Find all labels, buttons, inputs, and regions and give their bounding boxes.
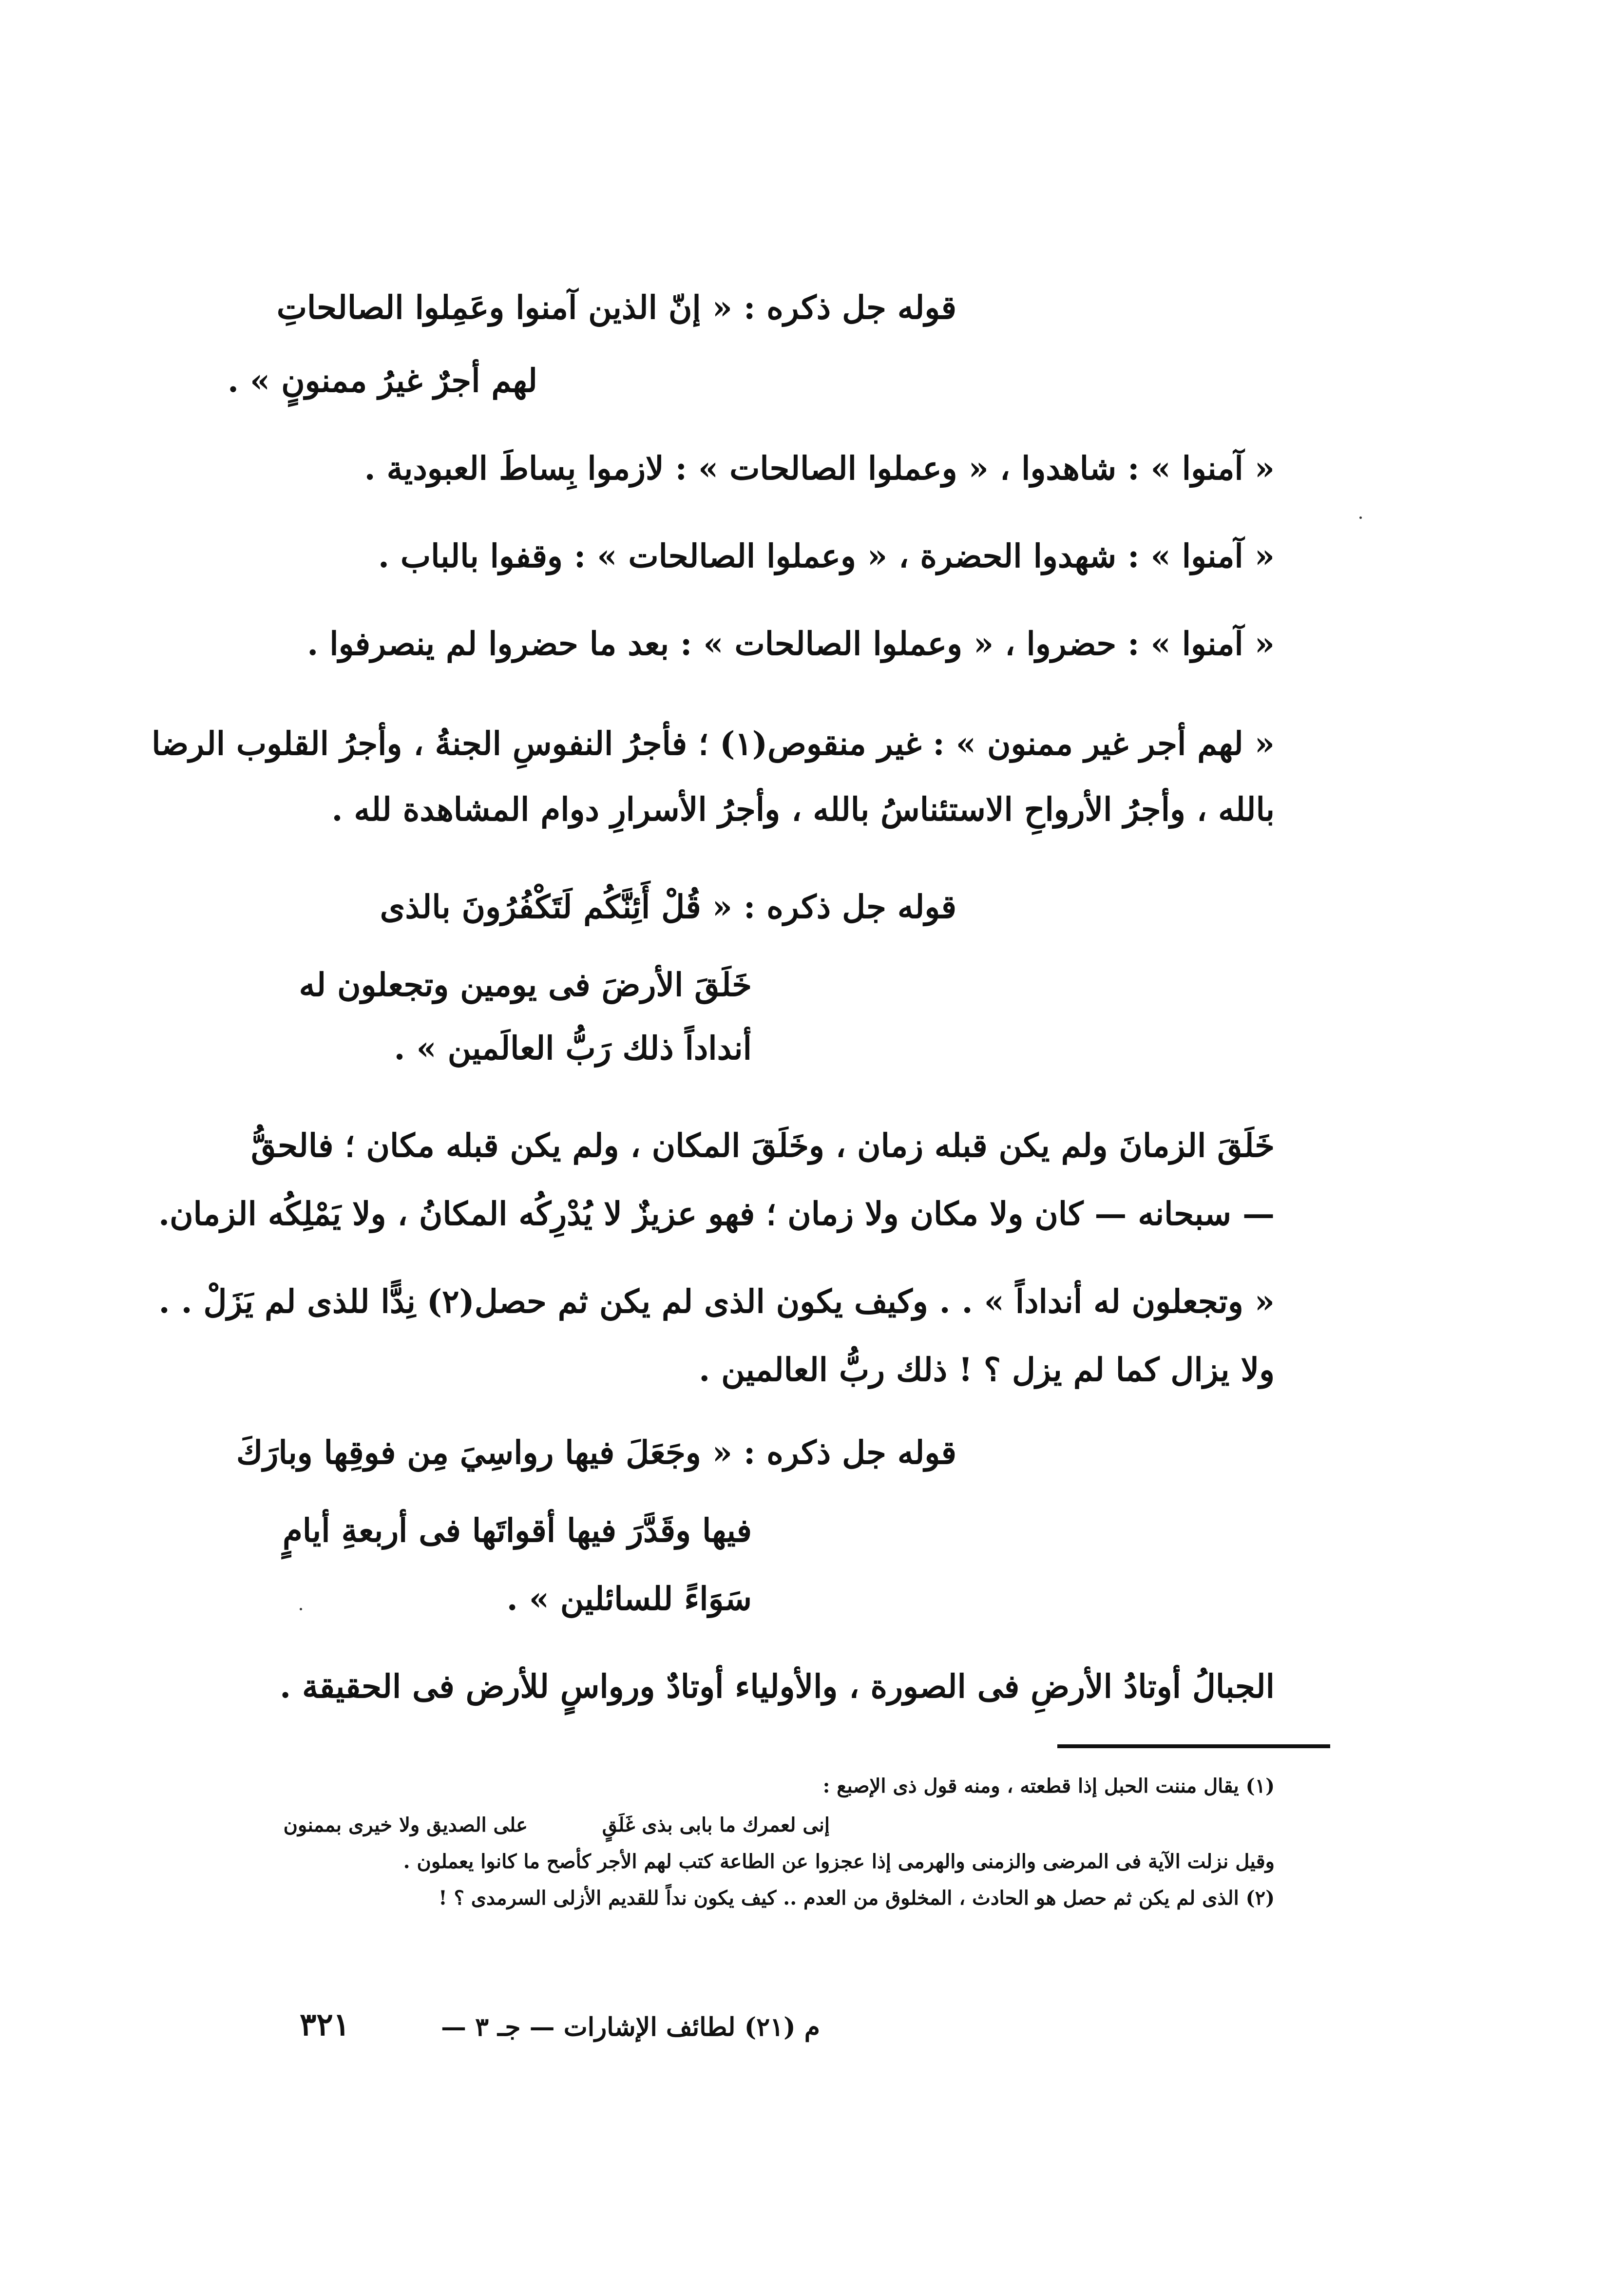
scan-speck — [300, 1608, 302, 1610]
footnote-poem-hemistich: على الصديق ولا خيرى بممنون — [283, 1814, 528, 1836]
paragraph-line: — سبحانه — كان ولا مكان ولا زمان ؛ فهو عزيزٌ لا يُدْرِكُه المكانُ ، ولا يَمْلِكُه الزمان. — [158, 1195, 1275, 1233]
footnote-poem-hemistich: إنى لعمرك ما بابى بذى غَلَقٍ — [602, 1814, 830, 1836]
page-number: ٣٢١ — [300, 2006, 350, 2043]
verse-continuation: أنداداً ذلك رَبُّ العالَمين » . — [394, 1029, 752, 1067]
verse-heading: قوله جل ذكره : « قُلْ أَئِنَّكُم لَتَكْفُرُونَ بالذى — [380, 888, 956, 926]
commentary-line: « آمنوا » : شاهدوا ، « وعملوا الصالحات » : لازموا بِساطَ العبودية . — [364, 449, 1275, 487]
commentary-line: « آمنوا » : شهدوا الحضرة ، « وعملوا الصالحات » : وقفوا بالباب . — [378, 537, 1275, 575]
paragraph-line: بالله ، وأجرُ الأرواحِ الاستئناسُ بالله ، وأجرُ الأسرارِ دوام المشاهدة لله . — [331, 790, 1275, 828]
paragraph-line: ولا يزال كما لم يزل ؟ ! ذلك ربُّ العالمين . — [699, 1351, 1275, 1389]
footnote-1-continuation: وقيل نزلت الآية فى المرضى والزمنى والهرمى إذا عجزوا عن الطاعة كتب لهم الأجر كأصح ما كانوا يعملون . — [403, 1850, 1275, 1873]
scan-speck — [1359, 516, 1362, 519]
footnote-rule — [1057, 1744, 1330, 1748]
paragraph-line: الجبالُ أوتادُ الأرضِ فى الصورة ، والأولياء أوتادٌ ورواسٍ للأرض فى الحقيقة . — [280, 1667, 1275, 1705]
verse-heading: قوله جل ذكره : « وجَعَلَ فيها رواسِيَ مِن فوقِها وبارَكَ — [236, 1433, 956, 1471]
verse-heading: قوله جل ذكره : « إنّ الذين آمنوا وعَمِلوا الصالحاتِ — [276, 288, 956, 326]
verse-continuation: فيها وقَدَّرَ فيها أقواتَها فى أربعةِ أيامٍ — [282, 1511, 752, 1549]
commentary-line: « آمنوا » : حضروا ، « وعملوا الصالحات » : بعد ما حضروا لم ينصرفوا . — [307, 625, 1275, 663]
paragraph-line: خَلَقَ الزمانَ ولم يكن قبله زمان ، وخَلَقَ المكان ، ولم يكن قبله مكان ؛ فالحقُّ — [251, 1126, 1275, 1165]
paragraph-line: « وتجعلون له أنداداً » . . وكيف يكون الذى لم يكن ثم حصل(٢) نِدًّا للذى لم يَزَلْ . . — [158, 1282, 1275, 1320]
footer-signature: م (٢١) لطائف الإشارات — جـ ٣ — — [441, 2012, 820, 2042]
verse-continuation: خَلَقَ الأرضَ فى يومين وتجعلون له — [299, 966, 752, 1004]
footnote-1: (١) يقال مننت الحبل إذا قطعته ، ومنه قول ذى الإصبع : — [822, 1775, 1275, 1797]
verse-continuation: لهم أجرٌ غيرُ ممنونٍ » . — [228, 362, 537, 400]
verse-continuation: سَوَاءً للسائلين » . — [506, 1580, 752, 1618]
footnote-2: (٢) الذى لم يكن ثم حصل هو الحادث ، المخلوق من العدم .. كيف يكون نداً للقديم الأزلى السرمدى ؟ ! — [439, 1887, 1275, 1909]
paragraph-line: « لهم أجر غير ممنون » : غير منقوص(١) ؛ فأجرُ النفوسِ الجنةُ ، وأجرُ القلوب الرضا — [152, 725, 1275, 763]
